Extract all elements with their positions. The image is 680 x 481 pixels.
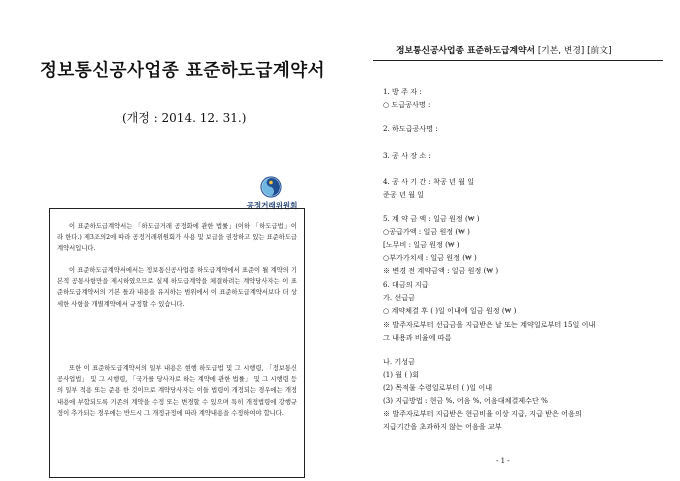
contract-line: 5. 계 약 금 액 : 일금 원정 (₩ ) bbox=[383, 214, 480, 223]
contract-line: (2) 목적물 수령일로부터 ( )일 이내 bbox=[383, 383, 493, 392]
contract-line: ※ 변경 전 계약금액 : 일금 원정 (₩ ) bbox=[383, 266, 499, 275]
revision-date: (개정 : 2014. 12. 31.) bbox=[122, 111, 247, 125]
contract-line: (1) 월 ( )회 bbox=[383, 370, 420, 379]
contract-line: ○ 도급공사명 : bbox=[383, 100, 431, 109]
logo-label: 공정거래위원회 bbox=[246, 201, 298, 210]
contract-line: 6. 대금의 지급 bbox=[383, 280, 429, 289]
contract-line: 지급기간을 초과하지 않는 어음을 교부 bbox=[383, 422, 502, 431]
contract-line: (3) 지급방법 : 현금 %, 어음 %, 어음대체결제수단 % bbox=[383, 396, 548, 405]
header-tag: [기본, 변경] [前文] bbox=[537, 46, 612, 56]
contract-line: 준공 년 월 일 bbox=[383, 190, 425, 199]
page-number: - 1 - bbox=[496, 457, 510, 465]
contract-line: 1. 방 주 자 : bbox=[383, 87, 422, 96]
document-title: 정보통신공사업종 표준하도급계약서 bbox=[40, 61, 326, 81]
contract-line: 그 내용과 비율에 따름 bbox=[383, 333, 452, 342]
contract-line: 2. 하도급공사명 : bbox=[383, 124, 438, 133]
contract-line: 3. 공 사 장 소 : bbox=[383, 151, 431, 160]
ftc-emblem-icon bbox=[260, 176, 282, 198]
page-header bbox=[396, 43, 612, 56]
notice-paragraph-2: 이 표준하도급계약서에서는 정보통신공사업종 하도급계약에서 표준이 될 계약의 기본적 공통사항만을 제시하였으므로 실제 하도급계약을 체결하려는 계약당사자는 이 표준하도급계약서의 기본 틀과 내용을 유지하는 범위에서 이 표준하도급계약서보다 더 상세한 사항을 개별계약에서 규정할 수 있습니다. bbox=[57, 267, 297, 308]
contract-line: [노무비 : 일금 원정 (₩ ) bbox=[383, 240, 460, 249]
contract-line: ※ 발주자로부터 지급받은 현금비율 이상 지급, 지급 받은 어음의 bbox=[383, 409, 582, 418]
header-title: 정보통신공사업종 표준하도급계약서 bbox=[396, 46, 536, 56]
contract-line: ○부가가치세 : 일금 원정 (₩ ) bbox=[383, 253, 477, 262]
contract-line: 나. 기성금 bbox=[383, 357, 415, 366]
notice-paragraph-1: 이 표준하도급계약서는 「하도급거래 공정화에 관한 법률」(이하 「하도급법」이라 한다.) 제3조의2에 따라 공정거래위원회가 사용 및 보급을 권장하고 있는 표준하도급계약서입니다. bbox=[57, 223, 297, 253]
contract-line: ※ 발주자로부터 선급금을 지급받은 날 또는 계약일로부터 15일 이내 bbox=[383, 320, 596, 329]
contract-line: 가. 선급금 bbox=[383, 293, 415, 302]
contract-line: 4. 공 사 기 간 : 착공 년 월 일 bbox=[383, 177, 475, 186]
header-rule bbox=[373, 60, 663, 61]
contract-line: ○ 계약체결 후 ( )일 이내에 일금 원정 (₩ ) bbox=[383, 306, 517, 315]
contract-line: ○공급가액 : 일금 원정 (₩ ) bbox=[383, 227, 470, 236]
notice-paragraph-3: 또한 이 표준하도급계약서의 일부 내용은 현행 하도급법 및 그 시행령, 「정보통신공사업법」 및 그 시행령, 「국가를 당사자로 하는 계약에 관한 법률」 및 그 시행령 등의 일부 적용 또는 준용 한 것이므로 계약당사자는 이들 법령이 개정되는 경우에는 개정내용에 부합되도록 기존의 계약을 수정 또는 변경할 수 있으며 특히 개정법령에 강행규정이 추가되는 경우에는 반드시 그 개정규정에 따라 계약내용을 수정하여야 합니다. bbox=[57, 365, 297, 417]
